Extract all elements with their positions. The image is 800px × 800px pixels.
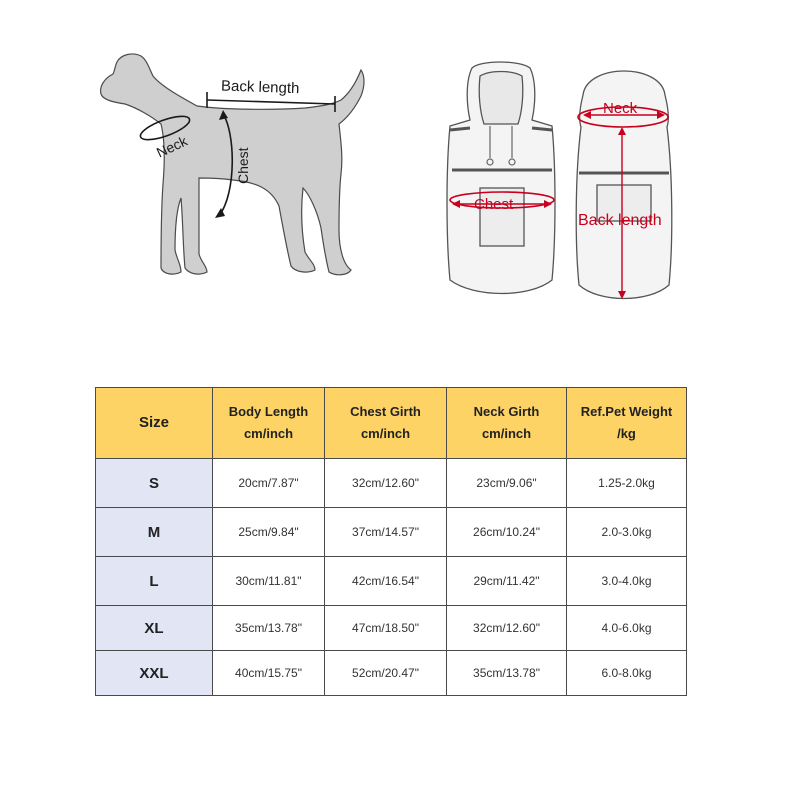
header-body-length xyxy=(213,388,325,459)
dog-chest-label: Chest xyxy=(235,147,251,184)
coat-back-length-label: Back length xyxy=(578,212,662,229)
size-chart-table xyxy=(95,387,687,696)
body-length-cell: 30cm/11.81" xyxy=(213,557,325,606)
header-neck-girth-line2: cm/inch xyxy=(481,426,532,441)
table-header-row xyxy=(96,388,687,459)
body-length-cell: 40cm/15.75" xyxy=(213,651,325,696)
size-cell: L xyxy=(96,557,213,606)
header-chest-girth-line1: Chest Girth xyxy=(350,404,421,419)
coat-neck-label: Neck xyxy=(603,100,638,117)
weight-cell: 4.0-6.0kg xyxy=(567,606,687,651)
chest-girth-cell: 42cm/16.54" xyxy=(325,557,447,606)
header-body-length-line1: Body Length xyxy=(228,404,309,419)
table-row xyxy=(96,508,687,557)
body-length-cell: 25cm/9.84" xyxy=(213,508,325,557)
header-pet-weight-line2: /kg xyxy=(617,426,636,441)
weight-cell: 3.0-4.0kg xyxy=(567,557,687,606)
chest-girth-cell: 47cm/18.50" xyxy=(325,606,447,651)
table-row xyxy=(96,606,687,651)
header-chest-girth-line2: cm/inch xyxy=(360,426,411,441)
body-length-cell: 35cm/13.78" xyxy=(213,606,325,651)
size-cell: XXL xyxy=(96,651,213,696)
chest-girth-cell: 32cm/12.60" xyxy=(325,459,447,508)
neck-girth-cell: 23cm/9.06" xyxy=(447,459,567,508)
chest-girth-cell: 37cm/14.57" xyxy=(325,508,447,557)
dog-measurement-diagram xyxy=(95,42,385,292)
header-body-length-line2: cm/inch xyxy=(243,426,294,441)
size-cell: XL xyxy=(96,606,213,651)
weight-cell: 6.0-8.0kg xyxy=(567,651,687,696)
header-neck-girth-line1: Neck Girth xyxy=(473,404,540,419)
weight-cell: 1.25-2.0kg xyxy=(567,459,687,508)
neck-girth-cell: 29cm/11.42" xyxy=(447,557,567,606)
coat-front-outline xyxy=(447,62,555,294)
header-size-label: Size xyxy=(138,414,169,431)
coat-back-diagram xyxy=(565,55,685,305)
header-neck-girth xyxy=(447,388,567,459)
table-row xyxy=(96,459,687,508)
header-chest-girth xyxy=(325,388,447,459)
back-length-label: Back length xyxy=(220,77,300,98)
size-cell: M xyxy=(96,508,213,557)
body-length-cell: 20cm/7.87" xyxy=(213,459,325,508)
table-row xyxy=(96,651,687,696)
header-size xyxy=(96,388,213,459)
header-pet-weight-line1: Ref.Pet Weight xyxy=(580,404,673,419)
table-row xyxy=(96,557,687,606)
neck-girth-cell: 32cm/12.60" xyxy=(447,606,567,651)
header-pet-weight xyxy=(567,388,687,459)
chest-girth-cell: 52cm/20.47" xyxy=(325,651,447,696)
dog-neck-label: Neck xyxy=(153,132,190,161)
weight-cell: 2.0-3.0kg xyxy=(567,508,687,557)
coat-chest-label: Chest xyxy=(474,196,514,213)
size-cell: S xyxy=(96,459,213,508)
neck-girth-cell: 35cm/13.78" xyxy=(447,651,567,696)
coat-front-diagram xyxy=(440,58,565,303)
neck-girth-cell: 26cm/10.24" xyxy=(447,508,567,557)
